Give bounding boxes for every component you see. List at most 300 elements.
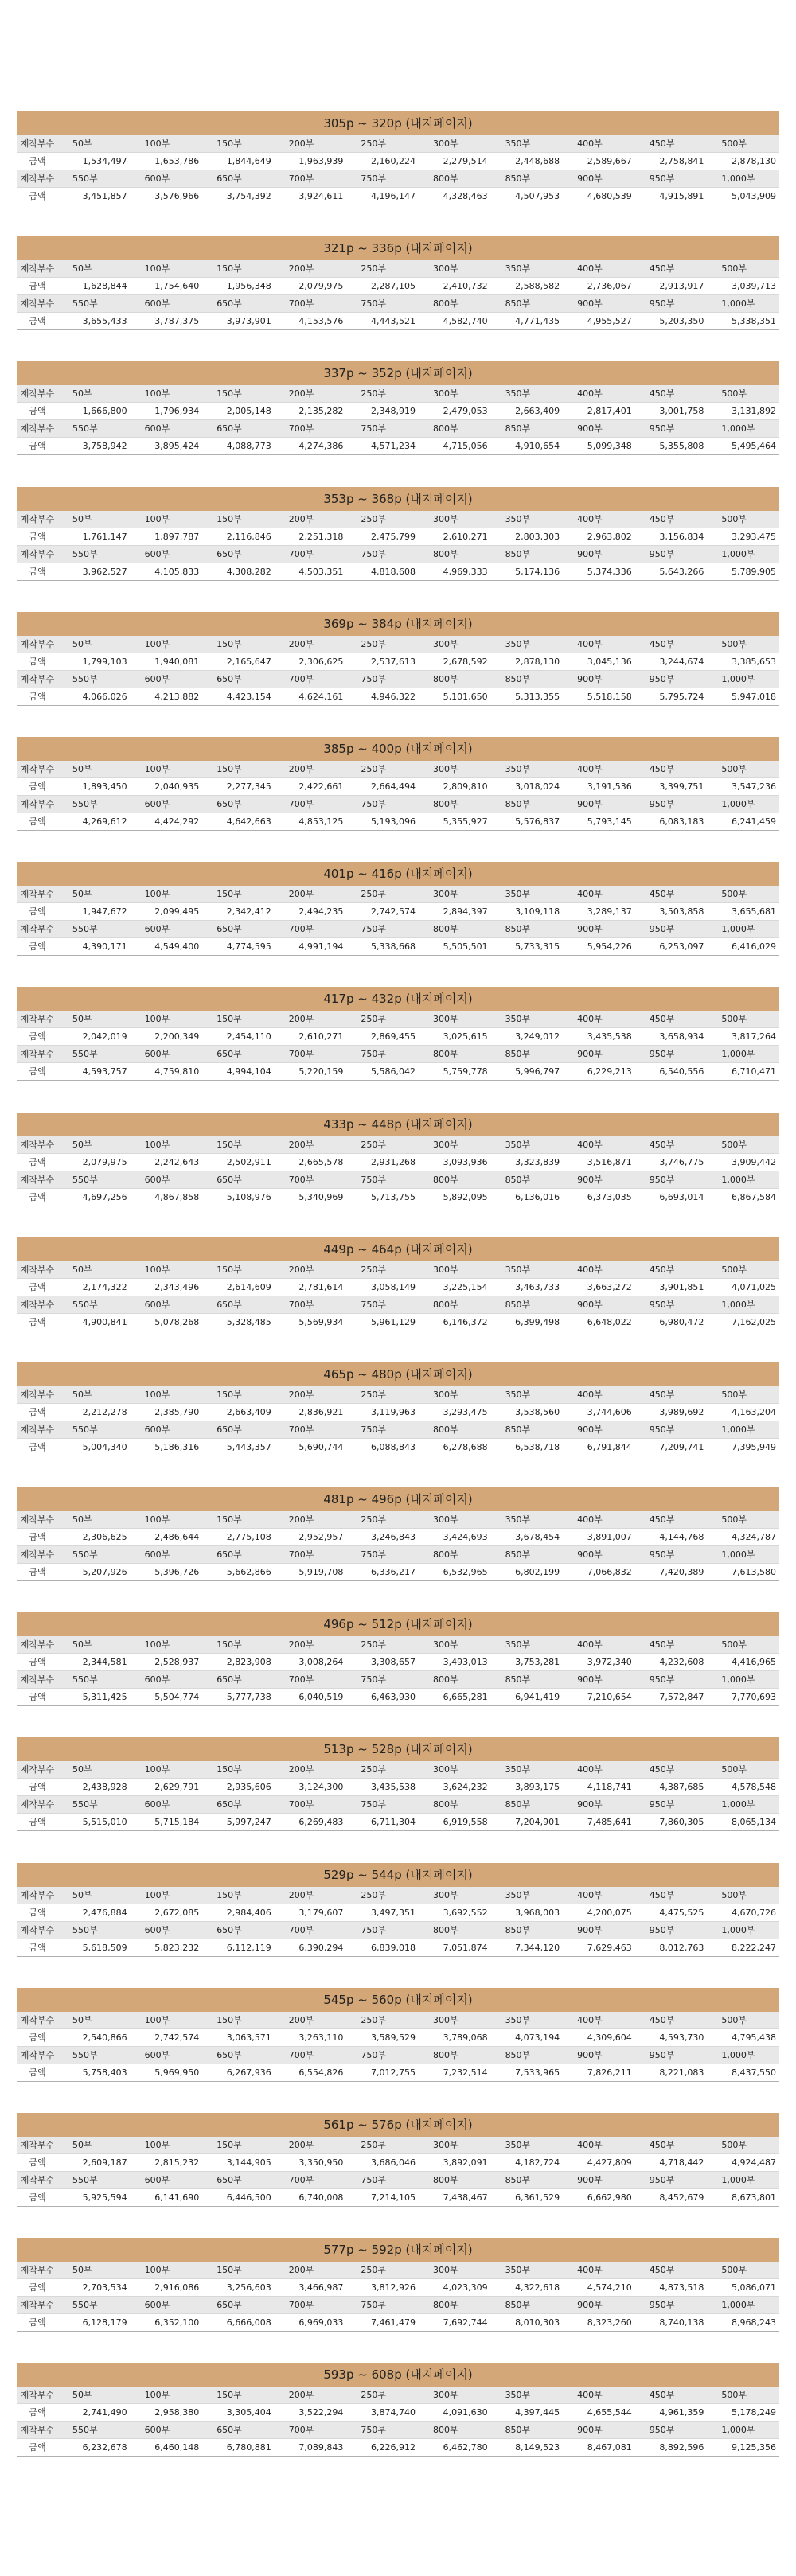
price-table bbox=[17, 1511, 779, 1581]
quantity-cell: 550부 bbox=[58, 1421, 131, 1438]
amount-cell: 8,221,083 bbox=[635, 2064, 708, 2081]
quantity-cell: 250부 bbox=[346, 1761, 419, 1779]
quantity-cell: 50부 bbox=[58, 2262, 131, 2279]
amount-cell: 7,826,211 bbox=[563, 2064, 635, 2081]
quantity-cell: 650부 bbox=[202, 2046, 275, 2064]
quantity-cell: 900부 bbox=[563, 1296, 635, 1313]
price-table bbox=[17, 1636, 779, 1706]
amount-cell: 2,817,401 bbox=[563, 403, 635, 420]
amount-cell: 3,909,442 bbox=[707, 1153, 779, 1171]
quantity-cell: 50부 bbox=[58, 2012, 131, 2029]
amount-cell: 2,212,278 bbox=[58, 1403, 131, 1421]
quantity-label: 제작부수 bbox=[17, 1421, 58, 1438]
amount-cell: 5,969,950 bbox=[131, 2064, 203, 2081]
quantity-cell: 450부 bbox=[635, 636, 708, 653]
amount-cell: 5,374,336 bbox=[563, 563, 635, 580]
amount-label: 금액 bbox=[17, 2189, 58, 2207]
amount-cell: 3,789,068 bbox=[419, 2028, 491, 2046]
quantity-cell: 250부 bbox=[346, 886, 419, 903]
amount-cell: 4,873,518 bbox=[635, 2279, 708, 2297]
quantity-cell: 600부 bbox=[131, 295, 203, 313]
quantity-cell: 700부 bbox=[275, 1671, 347, 1689]
quantity-cell: 200부 bbox=[275, 511, 347, 528]
amount-cell: 5,576,837 bbox=[491, 813, 564, 830]
amount-label: 금액 bbox=[17, 1278, 58, 1296]
amount-cell: 2,935,606 bbox=[202, 1779, 275, 1796]
amount-label: 금액 bbox=[17, 1529, 58, 1546]
quantity-cell: 450부 bbox=[635, 761, 708, 778]
amount-cell: 7,066,832 bbox=[563, 1564, 635, 1581]
quantity-cell: 800부 bbox=[419, 1671, 491, 1689]
amount-label: 금액 bbox=[17, 1028, 58, 1046]
amount-cell: 2,116,846 bbox=[202, 528, 275, 545]
quantity-cell: 650부 bbox=[202, 420, 275, 438]
quantity-label: 제작부수 bbox=[17, 135, 58, 153]
quantity-cell: 700부 bbox=[275, 2422, 347, 2439]
price-section bbox=[17, 1737, 779, 1849]
amount-row bbox=[17, 1814, 779, 1831]
amount-cell: 4,680,539 bbox=[563, 188, 635, 205]
amount-cell: 7,209,741 bbox=[635, 1438, 708, 1456]
quantity-cell: 150부 bbox=[202, 2262, 275, 2279]
quantity-cell: 650부 bbox=[202, 2422, 275, 2439]
amount-cell: 5,086,071 bbox=[707, 2279, 779, 2297]
quantity-label: 제작부수 bbox=[17, 1511, 58, 1529]
quantity-row bbox=[17, 1887, 779, 1904]
amount-cell: 5,515,010 bbox=[58, 1814, 131, 1831]
section-title: 305p ~ 320p (내지페이지) bbox=[17, 111, 779, 135]
quantity-cell: 400부 bbox=[563, 2387, 635, 2404]
amount-cell: 3,895,424 bbox=[131, 438, 203, 455]
quantity-cell: 800부 bbox=[419, 1046, 491, 1063]
quantity-cell: 950부 bbox=[635, 1546, 708, 1564]
amount-row bbox=[17, 403, 779, 420]
amount-cell: 7,162,025 bbox=[707, 1313, 779, 1331]
amount-cell: 2,589,667 bbox=[563, 153, 635, 170]
quantity-cell: 800부 bbox=[419, 1296, 491, 1313]
quantity-cell: 950부 bbox=[635, 2046, 708, 2064]
quantity-cell: 400부 bbox=[563, 1887, 635, 1904]
amount-row bbox=[17, 2404, 779, 2422]
amount-cell: 3,119,963 bbox=[346, 1403, 419, 1421]
quantity-cell: 750부 bbox=[346, 2297, 419, 2314]
amount-cell: 2,958,380 bbox=[131, 2404, 203, 2422]
amount-cell: 2,665,578 bbox=[275, 1153, 347, 1171]
quantity-cell: 850부 bbox=[491, 921, 564, 938]
amount-cell: 5,311,425 bbox=[58, 1689, 131, 1706]
amount-cell: 2,242,643 bbox=[131, 1153, 203, 1171]
quantity-cell: 550부 bbox=[58, 1046, 131, 1063]
amount-cell: 4,324,787 bbox=[707, 1529, 779, 1546]
amount-cell: 8,149,523 bbox=[491, 2439, 564, 2457]
price-table bbox=[17, 260, 779, 330]
quantity-cell: 200부 bbox=[275, 1511, 347, 1529]
amount-cell: 6,253,097 bbox=[635, 938, 708, 956]
amount-cell: 2,160,224 bbox=[346, 153, 419, 170]
quantity-cell: 650부 bbox=[202, 795, 275, 813]
quantity-label: 제작부수 bbox=[17, 1796, 58, 1814]
quantity-cell: 400부 bbox=[563, 1136, 635, 1154]
quantity-cell: 200부 bbox=[275, 385, 347, 403]
amount-cell: 2,422,661 bbox=[275, 777, 347, 795]
section-title: 513p ~ 528p (내지페이지) bbox=[17, 1737, 779, 1761]
quantity-cell: 400부 bbox=[563, 2262, 635, 2279]
amount-cell: 4,390,171 bbox=[58, 938, 131, 956]
quantity-cell: 1,000부 bbox=[707, 1796, 779, 1814]
quantity-cell: 600부 bbox=[131, 2422, 203, 2439]
amount-label: 금액 bbox=[17, 1403, 58, 1421]
quantity-cell: 1,000부 bbox=[707, 1421, 779, 1438]
quantity-cell: 600부 bbox=[131, 1546, 203, 1564]
quantity-cell: 100부 bbox=[131, 636, 203, 653]
quantity-cell: 750부 bbox=[346, 795, 419, 813]
amount-cell: 2,736,067 bbox=[563, 278, 635, 295]
quantity-cell: 750부 bbox=[346, 1296, 419, 1313]
amount-cell: 4,118,741 bbox=[563, 1779, 635, 1796]
amount-cell: 6,802,199 bbox=[491, 1564, 564, 1581]
amount-cell: 9,125,356 bbox=[707, 2439, 779, 2457]
quantity-cell: 900부 bbox=[563, 420, 635, 438]
quantity-cell: 900부 bbox=[563, 1796, 635, 1814]
amount-cell: 5,662,866 bbox=[202, 1564, 275, 1581]
quantity-row bbox=[17, 1386, 779, 1404]
price-section bbox=[17, 1362, 779, 1474]
amount-cell: 6,141,690 bbox=[131, 2189, 203, 2207]
quantity-cell: 300부 bbox=[419, 2137, 491, 2154]
quantity-cell: 350부 bbox=[491, 1511, 564, 1529]
quantity-cell: 50부 bbox=[58, 1261, 131, 1279]
quantity-cell: 350부 bbox=[491, 260, 564, 278]
quantity-cell: 950부 bbox=[635, 1421, 708, 1438]
amount-cell: 3,025,615 bbox=[419, 1028, 491, 1046]
quantity-cell: 400부 bbox=[563, 260, 635, 278]
quantity-cell: 200부 bbox=[275, 886, 347, 903]
quantity-cell: 850부 bbox=[491, 1421, 564, 1438]
amount-cell: 6,791,844 bbox=[563, 1438, 635, 1456]
quantity-cell: 750부 bbox=[346, 1421, 419, 1438]
price-section bbox=[17, 1612, 779, 1724]
quantity-row bbox=[17, 170, 779, 188]
amount-cell: 8,968,243 bbox=[707, 2314, 779, 2332]
quantity-cell: 600부 bbox=[131, 1921, 203, 1939]
amount-cell: 5,759,778 bbox=[419, 1063, 491, 1081]
amount-cell: 6,463,930 bbox=[346, 1689, 419, 1706]
quantity-cell: 200부 bbox=[275, 636, 347, 653]
amount-cell: 2,775,108 bbox=[202, 1529, 275, 1546]
amount-cell: 3,466,987 bbox=[275, 2279, 347, 2297]
quantity-cell: 600부 bbox=[131, 670, 203, 688]
quantity-cell: 600부 bbox=[131, 1796, 203, 1814]
amount-cell: 2,479,053 bbox=[419, 403, 491, 420]
amount-cell: 3,924,611 bbox=[275, 188, 347, 205]
amount-label: 금액 bbox=[17, 1779, 58, 1796]
quantity-cell: 550부 bbox=[58, 2422, 131, 2439]
quantity-cell: 950부 bbox=[635, 795, 708, 813]
amount-cell: 3,156,834 bbox=[635, 528, 708, 545]
quantity-cell: 800부 bbox=[419, 921, 491, 938]
quantity-cell: 300부 bbox=[419, 886, 491, 903]
amount-row bbox=[17, 2028, 779, 2046]
quantity-cell: 650부 bbox=[202, 2172, 275, 2189]
quantity-cell: 650부 bbox=[202, 545, 275, 563]
quantity-cell: 800부 bbox=[419, 795, 491, 813]
quantity-cell: 200부 bbox=[275, 135, 347, 153]
price-section bbox=[17, 987, 779, 1098]
quantity-cell: 350부 bbox=[491, 385, 564, 403]
section-title: 353p ~ 368p (내지페이지) bbox=[17, 487, 779, 511]
amount-cell: 3,144,905 bbox=[202, 2154, 275, 2172]
quantity-cell: 150부 bbox=[202, 1386, 275, 1404]
quantity-label: 제작부수 bbox=[17, 2137, 58, 2154]
quantity-cell: 850부 bbox=[491, 1296, 564, 1313]
price-table bbox=[17, 135, 779, 205]
quantity-cell: 1,000부 bbox=[707, 295, 779, 313]
quantity-cell: 750부 bbox=[346, 1921, 419, 1939]
quantity-cell: 850부 bbox=[491, 1046, 564, 1063]
amount-cell: 7,051,874 bbox=[419, 1939, 491, 1956]
amount-cell: 3,350,950 bbox=[275, 2154, 347, 2172]
amount-cell: 7,420,389 bbox=[635, 1564, 708, 1581]
amount-cell: 2,502,911 bbox=[202, 1153, 275, 1171]
quantity-cell: 150부 bbox=[202, 260, 275, 278]
quantity-label: 제작부수 bbox=[17, 385, 58, 403]
quantity-cell: 350부 bbox=[491, 1761, 564, 1779]
quantity-cell: 300부 bbox=[419, 1511, 491, 1529]
quantity-cell: 400부 bbox=[563, 1261, 635, 1279]
quantity-cell: 100부 bbox=[131, 886, 203, 903]
quantity-cell: 500부 bbox=[707, 2137, 779, 2154]
price-table bbox=[17, 1261, 779, 1331]
amount-cell: 6,040,519 bbox=[275, 1689, 347, 1706]
quantity-cell: 150부 bbox=[202, 385, 275, 403]
quantity-cell: 700부 bbox=[275, 2046, 347, 2064]
quantity-cell: 1,000부 bbox=[707, 1921, 779, 1939]
amount-label: 금액 bbox=[17, 2154, 58, 2172]
amount-cell: 4,144,768 bbox=[635, 1529, 708, 1546]
quantity-row bbox=[17, 545, 779, 563]
quantity-cell: 500부 bbox=[707, 1261, 779, 1279]
amount-cell: 4,946,322 bbox=[346, 688, 419, 705]
amount-cell: 5,643,266 bbox=[635, 563, 708, 580]
quantity-cell: 850부 bbox=[491, 670, 564, 688]
amount-cell: 5,043,909 bbox=[707, 188, 779, 205]
quantity-row bbox=[17, 1136, 779, 1154]
amount-cell: 7,214,105 bbox=[346, 2189, 419, 2207]
amount-row bbox=[17, 1654, 779, 1671]
amount-cell: 7,533,965 bbox=[491, 2064, 564, 2081]
quantity-cell: 200부 bbox=[275, 1261, 347, 1279]
quantity-cell: 100부 bbox=[131, 1511, 203, 1529]
amount-cell: 3,424,693 bbox=[419, 1529, 491, 1546]
quantity-label: 제작부수 bbox=[17, 2387, 58, 2404]
amount-cell: 3,663,272 bbox=[563, 1278, 635, 1296]
amount-cell: 5,505,501 bbox=[419, 938, 491, 956]
amount-cell: 1,956,348 bbox=[202, 278, 275, 295]
amount-cell: 4,759,810 bbox=[131, 1063, 203, 1081]
amount-cell: 5,690,744 bbox=[275, 1438, 347, 1456]
amount-cell: 3,787,375 bbox=[131, 313, 203, 330]
section-title: 593p ~ 608p (내지페이지) bbox=[17, 2363, 779, 2387]
amount-cell: 6,740,008 bbox=[275, 2189, 347, 2207]
amount-cell: 2,486,644 bbox=[131, 1529, 203, 1546]
quantity-cell: 600부 bbox=[131, 2297, 203, 2314]
section-title: 481p ~ 496p (내지페이지) bbox=[17, 1487, 779, 1511]
quantity-cell: 750부 bbox=[346, 1171, 419, 1188]
amount-label: 금액 bbox=[17, 903, 58, 921]
amount-label: 금액 bbox=[17, 563, 58, 580]
amount-cell: 5,338,351 bbox=[707, 313, 779, 330]
amount-label: 금액 bbox=[17, 1814, 58, 1831]
quantity-cell: 100부 bbox=[131, 1636, 203, 1654]
amount-row bbox=[17, 1779, 779, 1796]
quantity-cell: 550부 bbox=[58, 795, 131, 813]
price-table bbox=[17, 1011, 779, 1081]
quantity-cell: 650부 bbox=[202, 1921, 275, 1939]
amount-cell: 6,710,471 bbox=[707, 1063, 779, 1081]
quantity-cell: 950부 bbox=[635, 1796, 708, 1814]
amount-cell: 7,232,514 bbox=[419, 2064, 491, 2081]
amount-cell: 4,593,730 bbox=[635, 2028, 708, 2046]
amount-row bbox=[17, 1153, 779, 1171]
amount-cell: 8,740,138 bbox=[635, 2314, 708, 2332]
amount-cell: 4,071,025 bbox=[707, 1278, 779, 1296]
amount-cell: 5,715,184 bbox=[131, 1814, 203, 1831]
amount-cell: 4,424,292 bbox=[131, 813, 203, 830]
price-table bbox=[17, 2387, 779, 2457]
quantity-cell: 150부 bbox=[202, 2012, 275, 2029]
quantity-cell: 150부 bbox=[202, 1636, 275, 1654]
quantity-row bbox=[17, 1421, 779, 1438]
quantity-label: 제작부수 bbox=[17, 795, 58, 813]
amount-cell: 4,309,604 bbox=[563, 2028, 635, 2046]
amount-cell: 5,713,755 bbox=[346, 1188, 419, 1206]
quantity-row bbox=[17, 1921, 779, 1939]
amount-cell: 6,361,529 bbox=[491, 2189, 564, 2207]
amount-cell: 3,522,294 bbox=[275, 2404, 347, 2422]
amount-cell: 4,507,953 bbox=[491, 188, 564, 205]
amount-row bbox=[17, 1438, 779, 1456]
quantity-cell: 200부 bbox=[275, 761, 347, 778]
quantity-cell: 200부 bbox=[275, 2012, 347, 2029]
amount-cell: 2,663,409 bbox=[491, 403, 564, 420]
quantity-cell: 350부 bbox=[491, 2387, 564, 2404]
quantity-cell: 500부 bbox=[707, 2262, 779, 2279]
quantity-cell: 850부 bbox=[491, 1171, 564, 1188]
amount-label: 금액 bbox=[17, 777, 58, 795]
amount-cell: 4,274,386 bbox=[275, 438, 347, 455]
section-title: 449p ~ 464p (내지페이지) bbox=[17, 1237, 779, 1261]
amount-row bbox=[17, 903, 779, 921]
section-title: 529p ~ 544p (내지페이지) bbox=[17, 1863, 779, 1887]
amount-label: 금액 bbox=[17, 1188, 58, 1206]
amount-row bbox=[17, 2439, 779, 2457]
amount-cell: 3,516,871 bbox=[563, 1153, 635, 1171]
quantity-row bbox=[17, 636, 779, 653]
amount-cell: 3,758,942 bbox=[58, 438, 131, 455]
amount-cell: 2,758,841 bbox=[635, 153, 708, 170]
quantity-row bbox=[17, 1671, 779, 1689]
amount-cell: 2,984,406 bbox=[202, 1904, 275, 1921]
section-title: 577p ~ 592p (내지페이지) bbox=[17, 2238, 779, 2262]
amount-cell: 5,355,808 bbox=[635, 438, 708, 455]
amount-row bbox=[17, 1564, 779, 1581]
quantity-cell: 300부 bbox=[419, 1887, 491, 1904]
amount-cell: 5,203,350 bbox=[635, 313, 708, 330]
amount-cell: 1,754,640 bbox=[131, 278, 203, 295]
quantity-cell: 350부 bbox=[491, 511, 564, 528]
amount-label: 금액 bbox=[17, 1904, 58, 1921]
amount-label: 금액 bbox=[17, 2064, 58, 2081]
amount-cell: 2,931,268 bbox=[346, 1153, 419, 1171]
quantity-cell: 550부 bbox=[58, 1671, 131, 1689]
quantity-row bbox=[17, 1546, 779, 1564]
quantity-cell: 950부 bbox=[635, 295, 708, 313]
quantity-label: 제작부수 bbox=[17, 511, 58, 528]
quantity-cell: 500부 bbox=[707, 1011, 779, 1028]
amount-cell: 4,066,026 bbox=[58, 688, 131, 705]
quantity-row bbox=[17, 420, 779, 438]
quantity-cell: 550부 bbox=[58, 2297, 131, 2314]
amount-cell: 8,012,763 bbox=[635, 1939, 708, 1956]
amount-cell: 4,574,210 bbox=[563, 2279, 635, 2297]
amount-row bbox=[17, 2064, 779, 2081]
quantity-cell: 700부 bbox=[275, 1421, 347, 1438]
quantity-cell: 1,000부 bbox=[707, 2297, 779, 2314]
amount-cell: 1,947,672 bbox=[58, 903, 131, 921]
amount-cell: 4,088,773 bbox=[202, 438, 275, 455]
amount-cell: 4,697,256 bbox=[58, 1188, 131, 1206]
amount-cell: 5,919,708 bbox=[275, 1564, 347, 1581]
amount-cell: 3,538,560 bbox=[491, 1403, 564, 1421]
quantity-row bbox=[17, 1511, 779, 1529]
amount-cell: 5,193,096 bbox=[346, 813, 419, 830]
quantity-cell: 850부 bbox=[491, 1921, 564, 1939]
quantity-label: 제작부수 bbox=[17, 2262, 58, 2279]
amount-cell: 6,693,014 bbox=[635, 1188, 708, 1206]
quantity-cell: 700부 bbox=[275, 1171, 347, 1188]
amount-cell: 2,610,271 bbox=[419, 528, 491, 545]
price-section bbox=[17, 1988, 779, 2099]
quantity-cell: 250부 bbox=[346, 1887, 419, 1904]
amount-cell: 3,063,571 bbox=[202, 2028, 275, 2046]
quantity-cell: 50부 bbox=[58, 2137, 131, 2154]
price-section bbox=[17, 862, 779, 973]
quantity-cell: 900부 bbox=[563, 2046, 635, 2064]
quantity-cell: 400부 bbox=[563, 511, 635, 528]
quantity-row bbox=[17, 921, 779, 938]
quantity-cell: 750부 bbox=[346, 420, 419, 438]
quantity-cell: 150부 bbox=[202, 1261, 275, 1279]
quantity-cell: 250부 bbox=[346, 1386, 419, 1404]
amount-cell: 4,593,757 bbox=[58, 1063, 131, 1081]
amount-cell: 8,467,081 bbox=[563, 2439, 635, 2457]
quantity-cell: 700부 bbox=[275, 1921, 347, 1939]
quantity-cell: 900부 bbox=[563, 1921, 635, 1939]
amount-cell: 5,504,774 bbox=[131, 1689, 203, 1706]
quantity-cell: 900부 bbox=[563, 1671, 635, 1689]
amount-cell: 7,210,654 bbox=[563, 1689, 635, 1706]
amount-cell: 5,777,738 bbox=[202, 1689, 275, 1706]
quantity-cell: 300부 bbox=[419, 2262, 491, 2279]
quantity-cell: 600부 bbox=[131, 795, 203, 813]
amount-cell: 8,452,679 bbox=[635, 2189, 708, 2207]
amount-cell: 5,340,969 bbox=[275, 1188, 347, 1206]
quantity-cell: 900부 bbox=[563, 295, 635, 313]
quantity-cell: 500부 bbox=[707, 260, 779, 278]
amount-cell: 3,576,966 bbox=[131, 188, 203, 205]
quantity-cell: 650부 bbox=[202, 1296, 275, 1313]
quantity-cell: 50부 bbox=[58, 1636, 131, 1654]
